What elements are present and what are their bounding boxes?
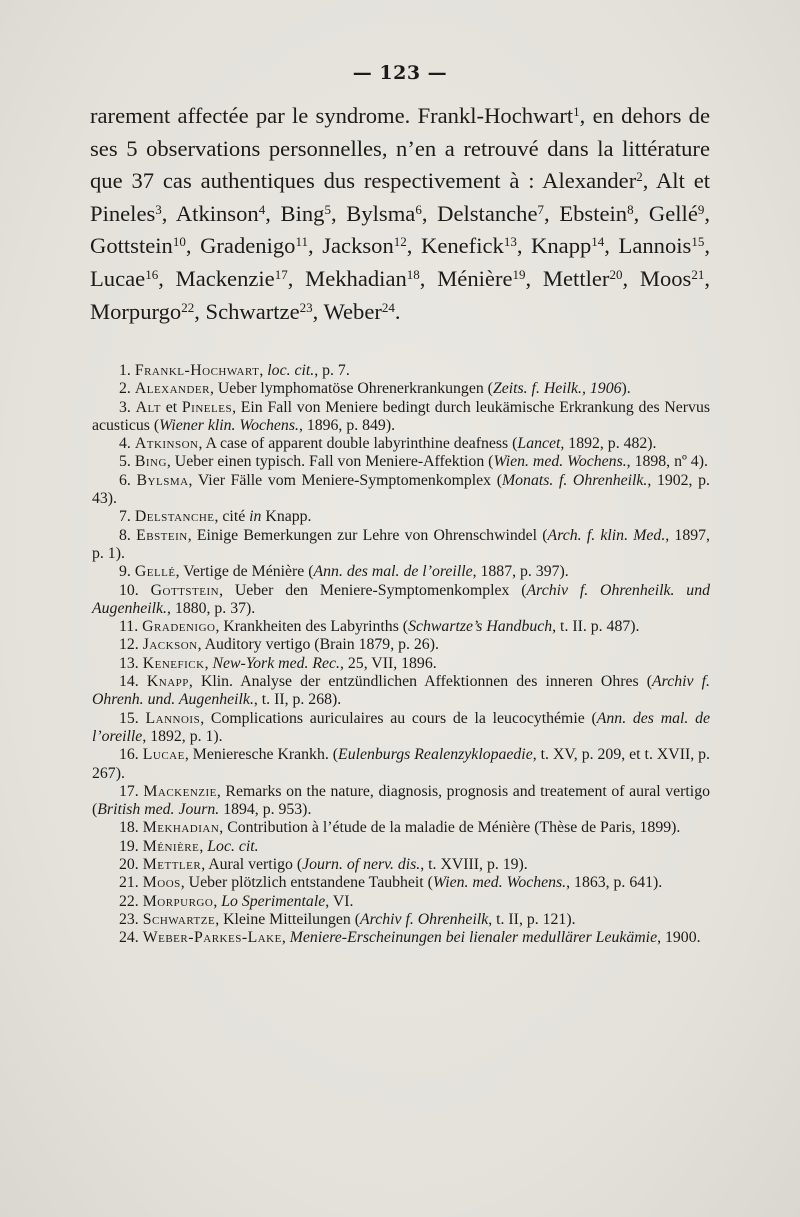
footnote-text: , Ueber einen typisch. Fall von Meniere-Affektion ( [166, 453, 494, 471]
body-text-run: , Alt et Pineles [90, 168, 710, 226]
footnote-number: 22. [119, 892, 139, 910]
footnote [92, 893, 710, 911]
footnote-text: , Vier Fälle vom Meniere-Symptomenkomplex ( [188, 471, 502, 489]
body-text-run: rarement affectée par le syndrome. Frankl-Hochwart [90, 103, 574, 128]
footnote-number: 10. [119, 581, 139, 599]
body-text-run: , Weber [312, 298, 382, 324]
body-text-run: , Delstanche [421, 200, 538, 226]
footnote-ref: 9 [697, 201, 705, 217]
footnote-text: Knapp. [261, 508, 312, 526]
footnote-author: Mackenzie [143, 782, 217, 800]
footnote-author: Alt [135, 398, 161, 416]
footnote-number: 8. [119, 526, 131, 544]
footnote-author: Gradenigo [142, 618, 216, 636]
footnote-source: Ann. des mal. de l’oreille [92, 709, 710, 745]
footnote-text: , Complications auriculaires au cours de la leucocythémie ( [200, 709, 597, 727]
footnote-ref: 15 [691, 234, 705, 250]
footnote-text: 1894, p. 953). [219, 801, 312, 819]
footnote-ref: 10 [172, 234, 186, 250]
footnote-text: , [281, 929, 290, 947]
footnote-author: Pineles [181, 398, 233, 416]
footnote-ref: 23 [299, 299, 313, 315]
footnote-source: Lancet [517, 435, 561, 453]
footnote-number: 2. [119, 380, 131, 398]
footnote-ref: 19 [512, 266, 526, 282]
footnote-text: , Auditory vertigo (Brain 1879, p. 26). [197, 636, 439, 654]
footnote [92, 655, 710, 673]
footnote [92, 838, 710, 856]
footnote-author: Gottstein [150, 581, 220, 599]
footnote [92, 618, 710, 636]
body-text-run: , Mettler [525, 265, 610, 291]
footnote-ref: 12 [393, 234, 407, 250]
footnote-text: , t. XV, p. 209, et t. XVII, p. 267). [92, 746, 711, 782]
footnote-author: Weber-Parkes-Lake [142, 929, 282, 947]
footnote-author: Schwartze [142, 910, 216, 928]
footnote-text: , 1902, p. 43). [92, 471, 710, 508]
footnote-number: 19. [119, 837, 139, 855]
body-text-run: , Bylsma [330, 200, 416, 226]
footnote-number: 9. [119, 563, 131, 581]
footnote-ref: 1 [573, 104, 580, 119]
footnote-text: , Remarks on the nature, diagnosis, prognosis and treatement of aural vertigo ( [92, 782, 710, 819]
footnote-text: , 1897, p. 1). [92, 526, 710, 562]
footnote-text: , 1880, p. 37). [167, 599, 256, 617]
footnote-ref: 7 [537, 201, 545, 217]
footnote-source: Wiener klin. Wochens. [159, 416, 299, 434]
footnote-text: , Klin. Analyse der entzündlichen Affektionnen des inneren Ohres ( [188, 673, 653, 691]
footnote-number: 11. [119, 618, 139, 636]
footnote-text: , Ueber lymphomatöse Ohrenerkrankungen ( [210, 380, 493, 398]
footnote-text: , A case of apparent double labyrinthine deafness ( [198, 435, 518, 453]
footnote-author: Knapp [146, 673, 189, 691]
footnote-source: Monats. f. Ohrenheilk. [501, 471, 648, 489]
body-text-run: , Mekhadian [287, 265, 407, 291]
body-paragraph [90, 100, 710, 328]
footnote-text: , Ueber den Meniere-Symptomenkomplex ( [219, 581, 527, 599]
body-text-run: , Kenefick [406, 233, 504, 259]
footnote-source: Zeits. f. Heilk., 1906 [492, 380, 622, 398]
footnote-text: , Vertige de Ménière ( [175, 563, 314, 581]
footnote-text: , t. II, p. 121). [488, 910, 576, 928]
footnote-text: , p. 7. [314, 362, 350, 379]
footnote-text: , Ein Fall von Meniere bedingt durch leukämische Erkrankung des Nervus acusticus ( [92, 398, 710, 434]
footnote [92, 435, 710, 453]
footnote-author: Mettler [142, 856, 202, 874]
body-text-run: , Atkinson [161, 200, 259, 226]
body-text-run: , Schwartze [194, 298, 300, 324]
footnote-source: Archiv f. Ohrenheilk [360, 910, 489, 928]
footnote-author: Alexander [134, 380, 210, 398]
footnote-source: Wien. med. Wochens. [493, 453, 627, 471]
body-text-run: , Ménière [419, 265, 513, 291]
body-text-run: , Moos [622, 265, 692, 291]
footnote-number: 4. [119, 435, 131, 453]
footnote-ref: 3 [155, 201, 162, 217]
footnote-text: , t. II, p. 268). [253, 691, 342, 709]
footnote [92, 527, 710, 564]
footnote-author: Atkinson [134, 435, 199, 453]
footnote-text: , cité [214, 508, 250, 526]
footnote [92, 856, 710, 874]
footnote-number: 3. [119, 398, 131, 416]
footnote-author: Morpurgo [142, 892, 214, 910]
footnote-number: 14. [119, 673, 139, 691]
footnote-author: Lucae [142, 746, 185, 764]
footnote [92, 911, 710, 929]
footnote-text: , 1863, p. 641). [566, 874, 663, 892]
footnote [92, 874, 710, 892]
footnote [92, 472, 710, 509]
footnote-text: , Menieresche Krankh. ( [184, 746, 339, 764]
footnote-author: Mekhadian [142, 819, 220, 837]
footnote [92, 783, 710, 820]
footnote-ref: 6 [415, 201, 422, 217]
footnote [92, 563, 710, 581]
footnote [92, 399, 710, 436]
footnote-author: Ebstein [136, 526, 188, 544]
footnote-ref: 24 [381, 299, 395, 315]
footnote-ref: 13 [503, 234, 517, 250]
footnote-text: , [204, 654, 213, 672]
body-text-run: , Gottstein [90, 200, 711, 259]
footnote [92, 673, 710, 710]
footnote [92, 746, 710, 783]
footnote-ref: 17 [274, 266, 288, 282]
footnote-text: , Einige Bemerkungen zur Lehre von Ohrenschwindel ( [187, 526, 548, 544]
footnote-author: Gellé [134, 563, 176, 581]
body-text-run: , Knapp [516, 233, 592, 259]
footnote-ref: 14 [591, 234, 605, 250]
footnote-author: Lannois [145, 709, 201, 727]
body-text-run: , Morpurgo [90, 265, 710, 324]
footnote-number: 20. [119, 856, 139, 874]
footnote-source: Arch. f. klin. Med. [547, 526, 666, 544]
footnote [92, 582, 710, 619]
footnote-text: , Krankheiten des Labyrinths ( [215, 618, 409, 636]
footnote-text: , 1898, nº 4). [626, 453, 708, 471]
footnote-text: , [213, 892, 222, 910]
footnote-ref: 16 [145, 266, 159, 282]
footnote-number: 12. [119, 636, 139, 654]
footnote-text: , Aural vertigo ( [201, 856, 303, 874]
footnote [92, 453, 710, 471]
footnote-text: ). [621, 380, 631, 398]
body-text-run: , Lucae [90, 233, 710, 291]
footnote-ref: 11 [295, 234, 308, 250]
footnote-number: 13. [119, 654, 139, 672]
footnote-author: Kenefick [142, 654, 205, 672]
footnote-author: Jackson [142, 636, 198, 654]
footnote-text: , [259, 362, 268, 379]
body-text-run: , en dehors de ses 5 observations personnelles, n’en a retrouvé dans la littérature que 37 cas authentiques dus respectivement à : Alexander [90, 103, 710, 194]
footnote-source: Loc. cit. [207, 837, 259, 855]
footnote-number: 23. [119, 910, 139, 928]
footnote-source: Ann. des mal. de l’oreille [313, 563, 473, 581]
body-text-run: , Gradenigo [185, 233, 296, 259]
footnote [92, 929, 710, 947]
body-text-run: , Mackenzie [158, 265, 275, 291]
footnote-source: Wien. med. Wochens. [432, 874, 567, 892]
footnote-source: Lo Sperimentale [221, 892, 326, 910]
footnote-text: , t. XVIII, p. 19). [420, 856, 528, 874]
footnote-text: , 1887, p. 397). [472, 563, 569, 581]
footnote-text: , Kleine Mitteilungen ( [215, 910, 360, 928]
footnote-ref: 18 [406, 266, 420, 282]
footnote-ref: 2 [636, 169, 643, 185]
footnote-source: in [249, 508, 262, 526]
footnote-number: 5. [119, 453, 131, 471]
footnote-number: 1. [119, 362, 131, 379]
footnote-author: Frankl-Hochwart [134, 362, 260, 379]
footnote-number: 16. [119, 746, 139, 764]
body-text-run: , Jackson [307, 233, 394, 259]
footnote-author: Bylsma [136, 471, 189, 489]
footnote-source: New-York med. Rec. [212, 654, 340, 672]
footnote-source: Archiv f. Ohrenh. und. Augenheilk. [92, 673, 711, 709]
footnote-source: Eulenburgs Realenzyklopaedie [338, 746, 533, 764]
footnote [92, 362, 710, 380]
footnote-text: , 1892, p. 482). [560, 435, 657, 453]
footnote-text: , Contribution à l’étude de la maladie de Ménière (Thèse de Paris, 1899). [219, 819, 681, 837]
footnote-ref: 22 [181, 299, 195, 315]
footnote-ref: 21 [691, 266, 705, 282]
footnote [92, 636, 710, 654]
footnote-text: , t. II. p. 487). [552, 618, 640, 636]
footnote-author: Delstanche [134, 508, 215, 526]
body-text-run: , Gellé [633, 200, 698, 226]
footnote-source: Journ. of nerv. dis. [302, 856, 421, 874]
footnote-source: Meniere-Erscheinungen bei lienaler medullärer Leukämie [289, 929, 658, 947]
footnote-source: Archiv f. Ohrenheilk. und Augenheilk. [92, 581, 711, 617]
footnote-ref: 4 [258, 201, 266, 217]
footnote-ref: 20 [609, 266, 623, 282]
footnote-source: loc. cit. [267, 362, 315, 379]
footnote-number: 17. [119, 782, 139, 800]
body-text-run: , Lannois [604, 233, 692, 259]
footnote-text: , 1892, p. 1). [142, 727, 223, 745]
footnote-author: Bing [134, 453, 167, 471]
footnote-text: et [160, 398, 182, 416]
footnote-number: 7. [119, 508, 131, 526]
footnotes [92, 362, 710, 948]
footnote-source: Schwartze’s Handbuch [408, 618, 553, 636]
footnote-ref: 5 [324, 201, 331, 217]
footnote [92, 380, 710, 398]
footnote-author: Ménière [142, 837, 200, 855]
body-text-run: . [394, 298, 401, 324]
footnote-text: , [199, 837, 208, 855]
footnote-number: 15. [119, 709, 139, 727]
body-text-run: , Ebstein [544, 200, 628, 226]
footnote-author: Moos [142, 874, 181, 892]
body-text-run: , Bing [265, 200, 325, 226]
footnote-text: , VI. [325, 892, 354, 910]
footnote-text: , 25, VII, 1896. [340, 654, 437, 672]
footnote-text: , Ueber plötzlich entstandene Taubheit ( [180, 874, 433, 892]
footnote-number: 18. [119, 819, 139, 837]
footnote [92, 710, 710, 747]
footnote [92, 819, 710, 837]
footnote-ref: 8 [627, 201, 634, 217]
footnote-number: 24. [119, 929, 139, 947]
footnote [92, 508, 710, 526]
footnote-number: 21. [119, 874, 139, 892]
footnote-number: 6. [119, 471, 131, 489]
footnote-source: British med. Journ. [97, 801, 220, 819]
page-number: — 123 — [352, 62, 448, 84]
footnote-text: , 1896, p. 849). [298, 416, 396, 434]
footnote-text: , 1900. [657, 929, 701, 947]
